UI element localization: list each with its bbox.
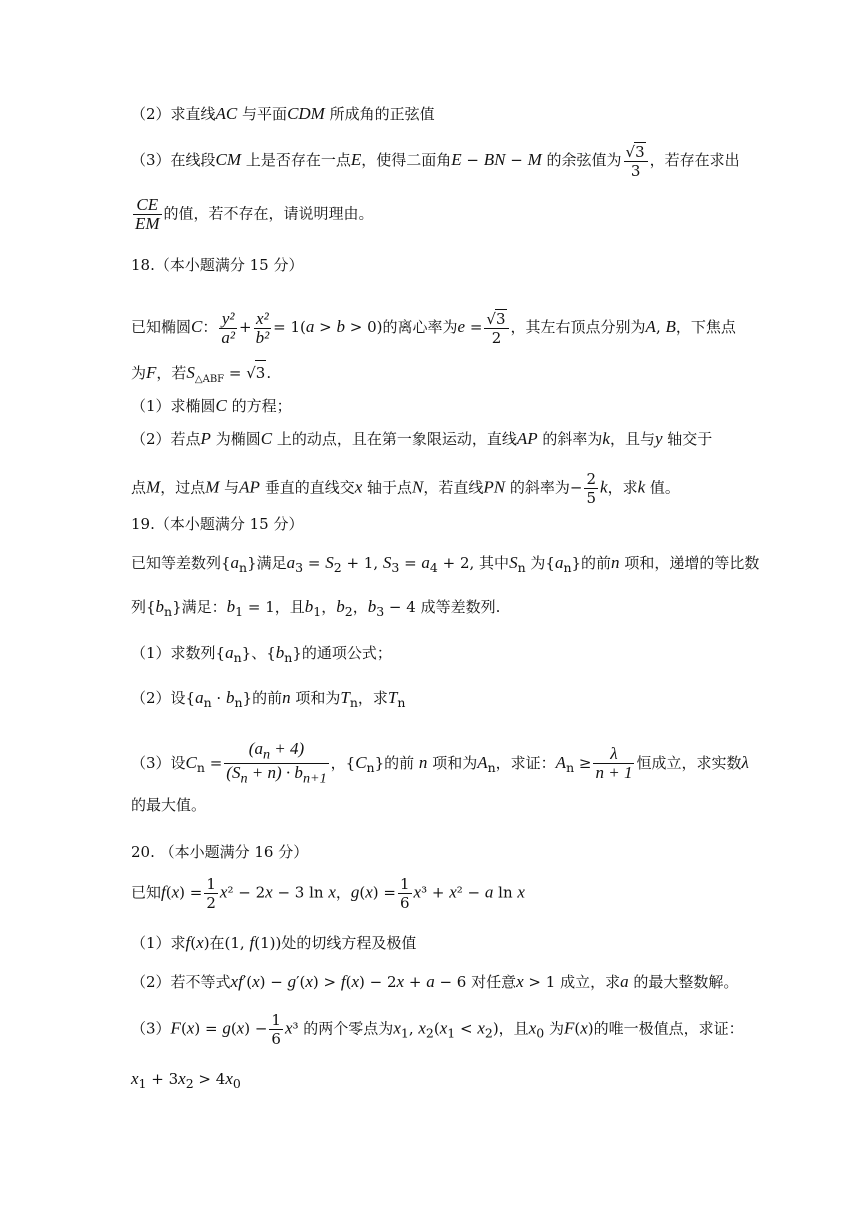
q19-heading: 19.（本小题满分 15 分） xyxy=(131,515,304,533)
prev-part-3: （3）在线段CM 上是否存在一点E，使得二面角E − BN − M 的余弦值为 $\frac{√3}{3}$ ，若存在求出 xyxy=(131,143,740,180)
q18-stem-2: 为F，若$S_{\triangle ABF} = √3$. xyxy=(131,360,790,392)
q19-part-1: （1）求数列$\{a_n\}$、$\{b_n\}$的通项公式； xyxy=(131,643,392,665)
q19-part-3-cont: 的最大值。 xyxy=(131,796,207,814)
q20-stem: 已知f(x) = $\frac{1}{2}$ x² − 2x − 3 ln x，g(x) = $\frac{1}{6}$ x³ + x² − a ln x xyxy=(131,875,525,912)
q20-part-2: （2）若不等式xf′(x) − g′(x) > f(x) − 2x + a − 6 对任意x > 1 成立，求a 的最大整数解。 xyxy=(131,972,739,991)
q18-part-2-line-1: （2）若点P 为椭圆C 上的动点，且在第一象限运动，直线AP 的斜率为k，且与y 轴交于 xyxy=(131,429,713,448)
q18-part-1: （1）求椭圆C 的方程； xyxy=(131,396,292,415)
q18-part-2-line-2: 点M，过点M 与AP 垂直的直线交x 轴于点N，若直线PN 的斜率为− $\frac{2}{5}$ k，求k 值。 xyxy=(131,470,680,507)
q19-stem-2: 列$\{b_n\}$满足：$b_1 = 1$，且$b_1$，$b_2$，$b_3 - 4$ 成等差数列. xyxy=(131,597,501,619)
prev-part-2: （2）求直线AC 与平面CDM 所成角的正弦值 xyxy=(131,104,435,123)
q20-part-1: （1）求f(x)在(1, f(1))处的切线方程及极值 xyxy=(131,933,417,952)
prev-part-3-cont: $\frac{CE}{EM}$ 的值，若不存在，请说明理由。 xyxy=(135,195,374,233)
q19-stem-1: 已知等差数列$\{a_n\}$满足$a_3 = S_2 + 1$, $S_3 = a_4 + 2$, 其中$S_n$ 为$\{a_n\}$的前n 项和，递增的等比数 xyxy=(131,553,760,575)
q18-heading: 18.（本小题满分 15 分） xyxy=(131,256,304,274)
q20-part-3-cont: $x_1 + 3x_2 > 4x_0$ xyxy=(131,1069,241,1091)
q18-stem-1: 已知椭圆C： $\frac{\text{y²}}{\text{a²}}$ + $\frac{\text{x²}}{\text{b²}}$ = 1(a > b > 0)的离心率为e = $\frac{√3}{2}$ ，其左右顶点分别为A, B，下焦点 xyxy=(131,308,736,347)
q20-heading: 20. （本小题满分 16 分） xyxy=(131,843,309,861)
q20-part-3: （3）F(x) = g(x) − $\frac{1}{6}$ x³ 的两个零点为$x_1$, $x_2(x_1 < x_2)$，且$x_0$ 为F(x)的唯一极值点，求证： xyxy=(131,1011,744,1048)
q19-part-2: （2）设$\{a_n \cdot b_n\}$的前n 项和为$T_n$，求$T_n$ xyxy=(131,688,406,710)
q19-part-3: （3）设$C_n$ = $\frac{(a_n + 4)}{(S_n + n) \cdot b_{n+1}}$ ，$\{C_n\}$的前 n 项和为$A_n$，求证：$A_n$ ≥ $\frac{\lambda}{n + 1}$ 恒成立，求实数λ xyxy=(131,739,749,787)
